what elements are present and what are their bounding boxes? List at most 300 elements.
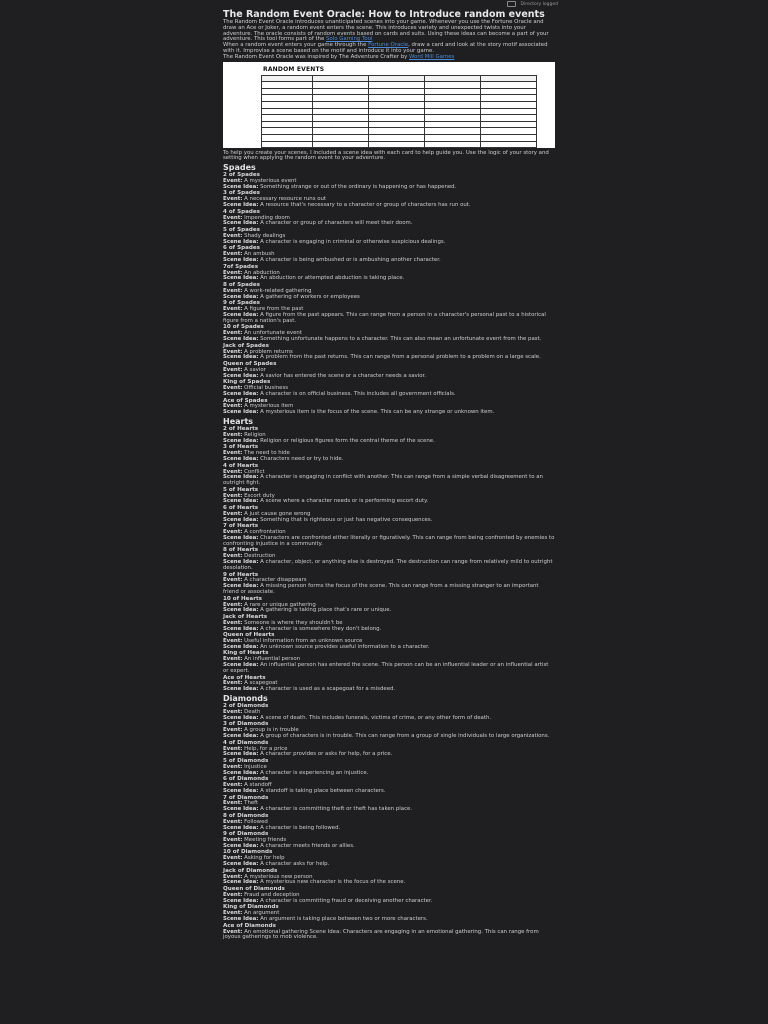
scene-idea-label: Scene Idea: [223,824,259,831]
event-text: Escort duty [244,492,275,499]
scene-idea-label: Scene Idea: [223,311,259,318]
scene-idea-line [223,844,555,850]
scene-idea-text: Something strange or out of the ordinary is happening or has happened. [260,183,457,190]
event-label: Event: [223,510,243,517]
card-title: 3 of Hearts [223,444,259,451]
event-text: A mysterious item [244,403,294,410]
event-text: A scapegoat [244,680,278,687]
scene-idea-line [223,771,555,777]
figure-cell [262,134,313,141]
event-label: Event: [223,403,243,410]
card-title: Queen of Hearts [223,632,275,639]
intro-text-2b: , draw a card and look at the story motif associated with it. Improvise a scene based on the motif and introduce it into your game. [223,42,548,54]
event-label: Event: [223,873,243,880]
card-title: 4 of Diamonds [223,739,269,746]
event-label: Event: [223,800,243,807]
event-text: Someone is where they shouldn't be [244,619,343,626]
card-title: 2 of Diamonds [223,703,269,710]
article [223,10,555,941]
scene-idea-text: A character meets friends or allies. [260,842,355,849]
event-text: A mysterious event [244,178,297,185]
card-title: 7 of Diamonds [223,794,269,801]
figure-row [262,95,537,102]
scene-idea-line [223,826,555,832]
figure-cell [481,108,537,115]
card-title: 4 of Spades [223,208,260,215]
event-text: Fraud and deception [244,891,300,898]
scene-idea-label: Scene Idea: [223,202,259,209]
scene-idea-line [223,313,555,325]
event-text: An abduction [244,269,280,276]
scene-idea-text: Something unfortunate happens to a character. This can also mean an unfortunate event from the past. [260,336,542,343]
scene-idea-text: A mysterious new character is the focus of the scene. [260,879,406,886]
scene-idea-text: A character is being followed. [260,824,341,831]
scene-idea-line [223,752,555,758]
scene-idea-line [223,536,555,548]
event-label: Event: [223,251,243,258]
scene-idea-text: A character is experiencing an injustice. [260,769,369,776]
scene-idea-label: Scene Idea: [223,787,259,794]
event-text: Conflict [244,468,265,475]
scene-idea-text: A character, object, or anything else is destroyed. The destruction can range from relatively mild to outright desolation. [223,559,553,571]
scene-idea-line [223,663,555,675]
scene-idea-label: Scene Idea: [223,474,259,481]
event-text: Religion [244,431,266,438]
figure-cell [425,75,481,82]
card-title: 8 of Spades [223,281,260,288]
event-text: A standoff [244,782,272,789]
figure-cell [425,141,481,148]
figure-cell [369,121,425,128]
event-text: An emotional gathering Scene Idea: Characters are engaging in an emotional gathering. This can range from joyous gatherings to mob violence. [223,928,539,941]
event-label: Event: [223,348,243,355]
figure-cell [313,141,369,148]
figure-title: RANDOM EVENTS [263,65,325,73]
figure-cell [481,82,537,89]
scene-idea-line [223,439,555,445]
figure-cell [313,88,369,95]
figure-cell [262,108,313,115]
event-text: Meeting friends [244,837,287,844]
figure-cell [313,134,369,141]
event-text: Followed [244,818,268,825]
scene-idea-line [223,789,555,795]
scene-idea-text: An unknown source provides useful information to a character. [260,643,430,650]
event-label: Event: [223,214,243,221]
event-label: Event: [223,577,243,584]
event-label: Event: [223,529,243,536]
figure-row [262,101,537,108]
card-title: 10 of Spades [223,324,264,331]
scene-idea-text: A character provides or asks for help, for a price. [260,751,393,758]
figure-cell [425,101,481,108]
event-label: Event: [223,638,243,645]
card-title: 7of Spades [223,263,259,270]
figure-cell [369,108,425,115]
figure-cell [369,75,425,82]
event-line [223,930,555,942]
scene-idea-text: A character is used as a scapegoat for a misdeed. [260,686,396,693]
scene-idea-line [223,276,555,282]
suit-sections [223,164,555,941]
scene-idea-line [223,560,555,572]
event-text: Injustice [244,763,267,770]
card-title: 5 of Hearts [223,486,259,493]
card-title: 2 of Hearts [223,426,259,433]
figure-cell [313,75,369,82]
event-text: A just cause gone wrong [244,510,311,517]
event-label: Event: [223,818,243,825]
page-title: The Random Event Oracle: How to Introduce random events [223,9,545,20]
scene-idea-text: An argument is taking place between two or more characters. [260,916,428,923]
scene-idea-text: A character is committing theft or theft has taken place. [260,806,413,813]
intro-text-2: When a random event enters your game through the [223,42,369,49]
card-title: Jack of Hearts [223,613,268,620]
scene-idea-line [223,734,555,740]
figure-cell [481,128,537,135]
event-text: An unfortunate event [244,330,302,337]
event-text: A savior [244,366,266,373]
event-label: Event: [223,928,243,935]
figure-row [262,75,537,82]
intro-paragraph-1 [223,20,555,43]
scene-idea-label: Scene Idea: [223,390,259,397]
card-title: 2 of Spades [223,172,260,179]
figure-row [262,82,537,89]
figure-cell [262,95,313,102]
event-text: Official business [244,385,289,392]
event-text: A figure from the past [244,306,304,313]
figure-cell [481,101,537,108]
scene-idea-line [223,584,555,596]
figure-cell [425,121,481,128]
event-label: Event: [223,287,243,294]
event-label: Event: [223,763,243,770]
card-title: 5 of Diamonds [223,757,269,764]
scene-idea-line [223,221,555,227]
figure-cell [369,115,425,122]
event-label: Event: [223,891,243,898]
event-label: Event: [223,431,243,438]
scene-idea-text: A gathering of workers or employees [260,293,360,300]
scene-idea-label: Scene Idea: [223,220,259,227]
event-label: Event: [223,450,243,457]
scene-idea-label: Scene Idea: [223,751,259,758]
figure-cell [369,128,425,135]
card-title: King of Spades [223,379,271,386]
card-title: 9 of Diamonds [223,831,269,838]
figure-cell [481,141,537,148]
card-title: 6 of Hearts [223,505,259,512]
card-title: 10 of Hearts [223,595,262,602]
figure-row [262,141,537,148]
random-events-table-image [223,62,555,148]
figure-cell [425,115,481,122]
figure-row [262,128,537,135]
event-text: A work-related gathering [244,287,312,294]
card-title: Ace of Diamonds [223,922,276,929]
figure-cell [425,108,481,115]
scene-idea-line [223,608,555,614]
figure-cell [313,82,369,89]
scene-idea-label: Scene Idea: [223,498,259,505]
scene-idea-text: A group of characters is in trouble. This can range from a group of single individuals to large organizations. [260,733,550,740]
event-text: A mysterious new person [244,873,313,880]
event-text: Shady dealings [244,232,286,239]
scene-idea-text: Something that is righteous or just has negative consequences. [260,516,433,523]
event-label: Event: [223,656,243,663]
figure-cell [369,88,425,95]
event-label: Event: [223,366,243,373]
suit-heading: Spades [223,163,256,173]
scene-idea-text: An abduction or attempted abduction is taking place. [260,275,405,282]
figure-cell [369,95,425,102]
figure-cell [369,101,425,108]
scene-idea-label: Scene Idea: [223,806,259,813]
card-title: 6 of Diamonds [223,776,269,783]
suit-heading: Diamonds [223,694,268,704]
account-label[interactable]: Directory logged [520,1,558,7]
card-title: 8 of Hearts [223,547,259,554]
scene-idea-text: A savior has entered the scene or a character needs a savior. [260,372,426,379]
event-label: Event: [223,232,243,239]
figure-row [262,88,537,95]
account-area[interactable] [507,1,558,7]
scene-idea-label: Scene Idea: [223,293,259,300]
figure-cell [313,121,369,128]
figure-row [262,115,537,122]
scene-idea-label: Scene Idea: [223,714,259,721]
word-mill-games-link[interactable]: Word Mill Games [409,53,455,60]
scene-idea-text: A figure from the past appears. This can range from a person in a character's personal past to a historical figure from a nation's past. [223,311,546,324]
scene-idea-line [223,374,555,380]
scene-idea-label: Scene Idea: [223,336,259,343]
figure-cell [425,128,481,135]
scene-idea-line [223,645,555,651]
event-label: Event: [223,492,243,499]
scene-idea-line [223,475,555,487]
event-text: An ambush [244,251,275,258]
scene-idea-line [223,716,555,722]
event-label: Event: [223,680,243,687]
figure-cell [481,88,537,95]
figure-cell [313,108,369,115]
event-label: Event: [223,306,243,313]
figure-row [262,134,537,141]
scene-idea-label: Scene Idea: [223,437,259,444]
card-title: 5 of Spades [223,227,260,234]
event-label: Event: [223,727,243,734]
event-text: A character disappears [244,577,307,584]
event-text: An argument [244,910,280,917]
scene-idea-label: Scene Idea: [223,275,259,282]
figure-cell [313,128,369,135]
figure-cell [313,95,369,102]
scene-idea-label: Scene Idea: [223,625,259,632]
directory-icon[interactable] [507,1,516,7]
scene-idea-text: A resource that's necessary to a character or group of characters has run out. [260,202,471,209]
event-label: Event: [223,855,243,862]
scene-idea-text: A scene of death. This includes funerals, victims of crime, or any other form of death. [260,714,492,721]
scene-idea-label: Scene Idea: [223,238,259,245]
scene-idea-label: Scene Idea: [223,559,259,566]
scene-idea-text: A character or group of characters will meet their doom. [260,220,413,227]
scene-idea-text: A character asks for help. [260,861,330,868]
scene-idea-text: A missing person forms the focus of the scene. This can range from a missing stranger to an important friend or associate. [223,583,539,595]
scene-idea-label: Scene Idea: [223,583,259,590]
event-text: Death [244,708,261,715]
scene-idea-line [223,185,555,191]
scene-idea-text: A character is being ambushed or is ambushing another character. [260,257,441,264]
scene-idea-label: Scene Idea: [223,897,259,904]
event-label: Event: [223,745,243,752]
card-title: Queen of Diamonds [223,886,285,893]
scene-idea-line [223,457,555,463]
event-label: Event: [223,468,243,475]
scene-idea-label: Scene Idea: [223,643,259,650]
scene-idea-label: Scene Idea: [223,456,259,463]
event-text: Asking for help [244,855,285,862]
fortune-oracle-link[interactable]: Fortune Oracle [368,42,409,49]
figure-cell [369,134,425,141]
card-title: 9 of Spades [223,300,260,307]
scene-idea-text: Characters need or try to hide. [260,456,344,463]
figure-cell [425,95,481,102]
event-label: Event: [223,196,243,203]
figure-cell [425,88,481,95]
figure-cell [262,75,313,82]
figure-row [262,121,537,128]
event-text: Destruction [244,553,276,560]
event-label: Event: [223,708,243,715]
event-text: A confrontation [244,529,286,536]
event-text: A necessary resource runs out [244,196,327,203]
scene-idea-line [223,337,555,343]
scene-idea-text: Characters are confronted either literally or figuratively. This can range from being confronted by enemies to confronting injustice in a community. [223,535,555,547]
scene-idea-text: A character is on official business. This includes all government officials. [260,390,456,397]
figure-cell [313,115,369,122]
card-title: Jack of Diamonds [223,867,278,874]
figure-cell [425,134,481,141]
figure-cell [262,141,313,148]
scene-idea-text: A gathering is taking place that's rare or unique. [260,607,392,614]
scene-idea-label: Scene Idea: [223,879,259,886]
card-title: Jack of Spades [223,342,269,349]
card-title: Ace of Hearts [223,674,266,681]
event-text: A problem returns [244,348,293,355]
event-text: An influential person [244,656,301,663]
figure-grid [261,75,537,148]
event-label: Event: [223,269,243,276]
suit-heading: Hearts [223,417,254,427]
scene-idea-label: Scene Idea: [223,607,259,614]
card-title: Ace of Spades [223,397,268,404]
intro-text-3: The Random Event Oracle was inspired by The Adventure Crafter by [223,53,410,60]
scene-idea-text: A character is engaging in conflict with another. This can range from a simple verbal disagreement to an outright fight. [223,474,543,487]
scene-idea-text: Religion or religious figures form the central theme of the scene. [260,437,435,444]
scene-idea-text: A character is committing fraud or deceiving another character. [260,897,433,904]
event-label: Event: [223,385,243,392]
intro-paragraph-3 [223,55,555,61]
figure-cell [481,121,537,128]
solo-gaming-tool-link[interactable]: Solo Gaming Tool [326,36,373,43]
event-text: Useful information from an unknown source [244,638,363,645]
card-title: 3 of Spades [223,190,260,197]
scene-idea-line [223,687,555,693]
scene-idea-text: A character is engaging in criminal or otherwise suspicious dealings. [260,238,446,245]
scene-idea-label: Scene Idea: [223,409,259,416]
scene-idea-label: Scene Idea: [223,662,259,669]
scene-idea-line [223,295,555,301]
event-label: Event: [223,837,243,844]
scene-idea-label: Scene Idea: [223,535,259,542]
scene-idea-label: Scene Idea: [223,686,259,693]
card-title: 7 of Hearts [223,523,259,530]
figure-cell [369,82,425,89]
card-title: 6 of Spades [223,245,260,252]
scene-idea-line [223,258,555,264]
scene-idea-label: Scene Idea: [223,257,259,264]
scene-idea-line [223,240,555,246]
scene-idea-text: An influential person has entered the scene. This person can be an influential leader or an influential artist or expert. [223,662,549,674]
figure-cell [262,121,313,128]
card-title: 9 of Hearts [223,571,259,578]
event-label: Event: [223,330,243,337]
card-title: Queen of Spades [223,360,277,367]
figure-cell [262,128,313,135]
figure-cell [313,101,369,108]
card-title: 3 of Diamonds [223,721,269,728]
scene-idea-text: A standoff is taking place between characters. [260,787,386,794]
figure-cell [262,88,313,95]
scene-idea-label: Scene Idea: [223,842,259,849]
event-label: Event: [223,619,243,626]
figure-cell [481,134,537,141]
scene-idea-line [223,499,555,505]
scene-idea-text: A scene where a character needs or is performing escort duty. [260,498,429,505]
scene-idea-line [223,203,555,209]
event-label: Event: [223,601,243,608]
top-bar [0,0,768,9]
intro [223,20,555,61]
scene-idea-label: Scene Idea: [223,861,259,868]
event-text: A rare or unique gathering [244,601,316,608]
scene-idea-text: A mysterious item is the focus of the scene. This can be any strange or unknown item. [260,409,495,416]
card-title: King of Diamonds [223,904,279,911]
event-text: Help, for a price [244,745,288,752]
scene-idea-label: Scene Idea: [223,372,259,379]
figure-cell [262,82,313,89]
card-title: 8 of Diamonds [223,812,269,819]
event-text: A group is in trouble [244,727,299,734]
intro-text-1: The Random Event Oracle introduces unanticipated scenes into your game. Whenever you use the Fortune Oracle and draw an Ace or Joker, a random event enters the scene. This introduces variety and unexpected twists into your adventure. The oracle consists of random events based on cards and suits. Using these ideas can become a part of your adventure. This tool forms part of the [223,19,549,43]
scene-idea-label: Scene Idea: [223,354,259,361]
figure-cell [481,115,537,122]
scene-idea-label: Scene Idea: [223,733,259,740]
event-label: Event: [223,178,243,185]
scene-idea-label: Scene Idea: [223,769,259,776]
event-label: Event: [223,782,243,789]
event-label: Event: [223,910,243,917]
event-text: Impending doom [244,214,290,221]
scene-idea-line [223,807,555,813]
figure-row [262,108,537,115]
event-text: The need to hide [244,450,290,457]
figure-cell [481,95,537,102]
scene-idea-text: A character is somewhere they don't belong. [260,625,382,632]
card-title: King of Hearts [223,650,269,657]
scene-idea-line [223,410,555,416]
